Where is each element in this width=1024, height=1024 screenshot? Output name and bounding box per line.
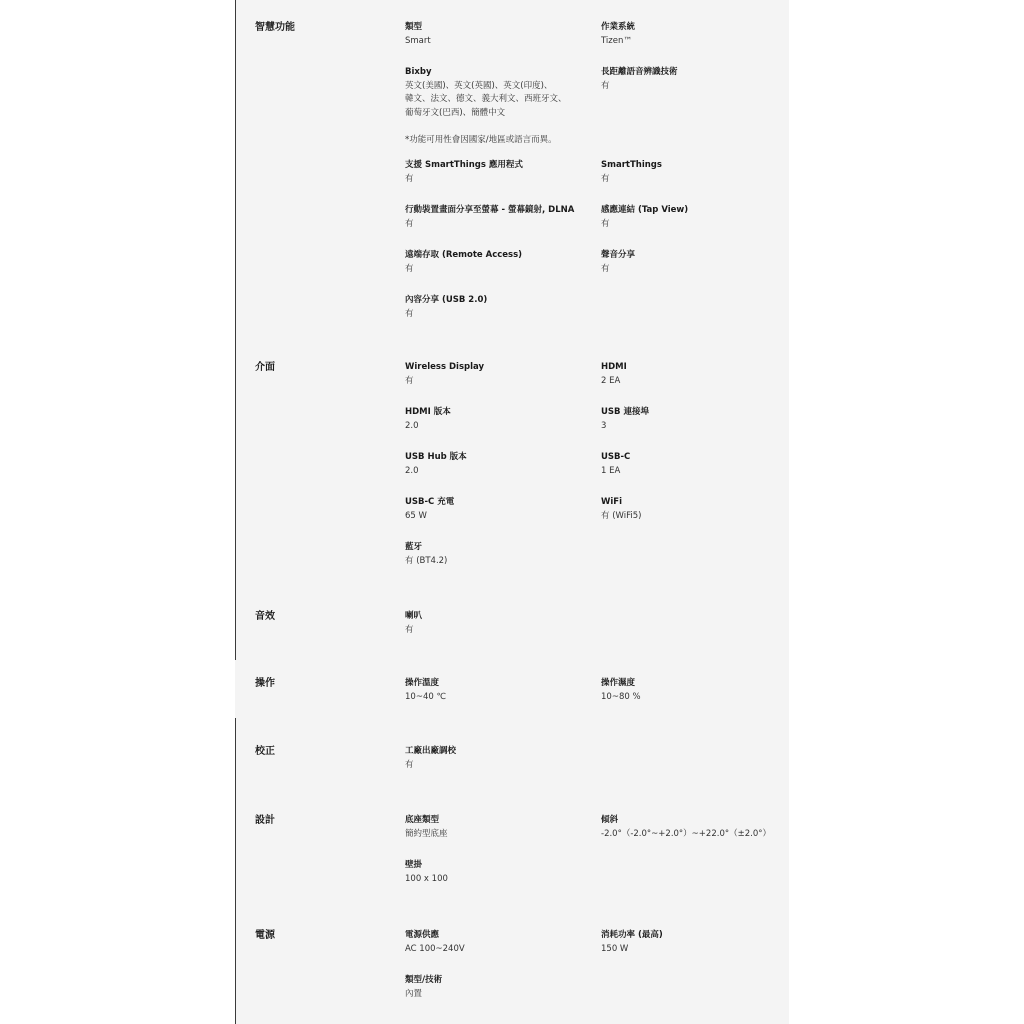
spec-item <box>405 929 590 956</box>
spec-item <box>601 21 781 48</box>
spec-item <box>405 541 590 568</box>
spec-key: 長距離語音辨識技術 <box>601 67 678 77</box>
spec-item <box>601 929 781 956</box>
spec-item <box>601 814 781 841</box>
spec-item <box>405 677 590 704</box>
spec-item <box>601 361 781 388</box>
spec-key: 電源供應 <box>405 930 440 940</box>
section-label-interface: 介面 <box>255 362 275 373</box>
spec-key: USB-C 充電 <box>405 497 455 507</box>
spec-key: 聲音分享 <box>601 250 636 260</box>
spec-key: USB 連接埠 <box>601 407 649 417</box>
spec-item <box>405 859 590 886</box>
spec-value: 10~80 % <box>601 691 641 702</box>
spec-key: 類型/技術 <box>405 975 443 985</box>
spec-item <box>601 677 781 704</box>
spec-item <box>405 745 590 772</box>
spec-key: SmartThings <box>601 160 662 170</box>
spec-key: Wireless Display <box>405 362 485 372</box>
spec-item <box>405 496 590 523</box>
spec-key: 喇叭 <box>405 611 423 621</box>
spec-value: 有 <box>601 263 610 274</box>
spec-value: 有 <box>405 218 414 229</box>
section-label-design: 設計 <box>255 815 275 826</box>
spec-value: Smart <box>405 35 431 46</box>
spec-key: 類型 <box>405 22 423 32</box>
spec-key: 底座類型 <box>405 815 440 825</box>
section-label-audio: 音效 <box>255 611 275 622</box>
spec-key: 消耗功率 (最高) <box>601 930 663 940</box>
spec-value: 有 <box>405 308 414 319</box>
section-label-power: 電源 <box>255 930 275 941</box>
spec-item <box>405 610 590 637</box>
spec-key: 藍牙 <box>405 542 423 552</box>
spec-key: USB Hub 版本 <box>405 452 467 462</box>
panel-divider <box>235 718 236 1024</box>
spec-item <box>405 249 590 276</box>
spec-item <box>405 294 590 321</box>
spec-value: 有 <box>601 80 610 91</box>
spec-value: 65 W <box>405 510 427 521</box>
spec-value: -2.0°（-2.0°~+2.0°）~+22.0°（±2.0°） <box>601 828 771 839</box>
spec-key: 工廠出廠調校 <box>405 746 457 756</box>
spec-value: AC 100~240V <box>405 943 465 954</box>
spec-item <box>405 451 590 478</box>
spec-item <box>601 406 781 433</box>
spec-key: 傾斜 <box>601 815 619 825</box>
spec-value: 有 <box>405 263 414 274</box>
panel-divider <box>235 0 236 660</box>
spec-item <box>601 249 781 276</box>
spec-key: 遠端存取 (Remote Access) <box>405 250 523 260</box>
spec-value: 2 EA <box>601 375 621 386</box>
spec-value: 英文(美國)、英文(英國)、英文(印度)、 韓文、法文、德文、義大利文、西班牙文、 葡萄牙文(巴西)、簡體中文 *功能可用性會因國家/地區或語言而異。 <box>405 80 567 145</box>
spec-value: 有 <box>601 173 610 184</box>
section-label-operation: 操作 <box>255 678 275 689</box>
spec-value: 2.0 <box>405 465 419 476</box>
spec-item <box>405 159 590 186</box>
spec-item <box>601 159 781 186</box>
spec-value: 有 (BT4.2) <box>405 555 448 566</box>
spec-key: 壁掛 <box>405 860 423 870</box>
spec-value: 150 W <box>601 943 629 954</box>
spec-value: 有 (WiFi5) <box>601 510 642 521</box>
spec-value: 有 <box>405 759 414 770</box>
spec-value: 有 <box>405 375 414 386</box>
spec-item <box>405 66 590 147</box>
spec-value: 10~40 ℃ <box>405 691 447 702</box>
spec-item <box>405 21 590 48</box>
spec-value: Tizen™ <box>601 35 632 46</box>
spec-item <box>405 204 595 231</box>
spec-key: 操作溫度 <box>405 678 440 688</box>
spec-item <box>601 496 781 523</box>
spec-key: WiFi <box>601 497 623 507</box>
spec-key: 感應連結 (Tap View) <box>601 205 689 215</box>
spec-item <box>601 66 781 93</box>
spec-key: HDMI 版本 <box>405 407 451 417</box>
spec-item <box>405 974 590 1001</box>
spec-key: HDMI <box>601 362 627 372</box>
spec-key: 作業系統 <box>601 22 636 32</box>
spec-value: 有 <box>405 173 414 184</box>
spec-item <box>601 451 781 478</box>
spec-item <box>405 406 590 433</box>
spec-key: 行動裝置畫面分享至螢幕 - 螢幕鏡射, DLNA <box>405 205 575 215</box>
spec-value: 簡約型底座 <box>405 828 448 839</box>
spec-value: 內置 <box>405 988 423 999</box>
spec-value: 有 <box>601 218 610 229</box>
spec-value: 1 EA <box>601 465 621 476</box>
spec-key: 支援 SmartThings 應用程式 <box>405 160 523 170</box>
spec-item <box>601 204 781 231</box>
spec-value: 3 <box>601 420 607 431</box>
spec-value: 100 x 100 <box>405 873 448 884</box>
spec-key: 內容分享 (USB 2.0) <box>405 295 488 305</box>
spec-key: 操作濕度 <box>601 678 636 688</box>
spec-key: Bixby <box>405 67 432 77</box>
spec-item <box>405 814 590 841</box>
section-label-calibration: 校正 <box>255 746 275 757</box>
spec-item <box>405 361 590 388</box>
section-label-smart: 智慧功能 <box>255 22 295 33</box>
spec-key: USB-C <box>601 452 631 462</box>
spec-value: 有 <box>405 624 414 635</box>
spec-value: 2.0 <box>405 420 419 431</box>
